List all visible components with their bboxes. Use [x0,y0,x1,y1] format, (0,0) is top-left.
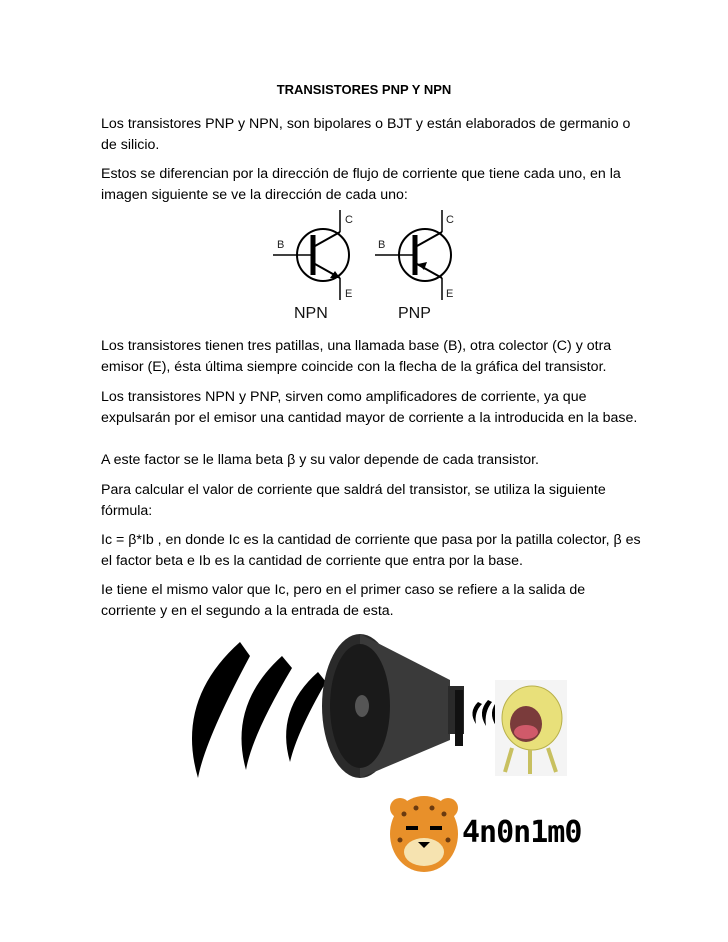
pnp-collector-label: C [446,214,454,226]
paragraph-formula: Ic = β*Ib , en donde Ic es la cantidad de corriente que pasa por la patilla colector, β es el factor beta e Ib es la cantidad de corriente que entra por la base. [101,532,641,569]
paragraph-beta: A este factor se le llama beta β y su valor depende de cada transistor. [101,452,539,468]
paragraph-difference: Estos se diferencian por la dirección de flujo de corriente que tiene cada uno, en la imagen siguiente se ve la dirección de cada uno: [101,166,621,203]
brand-text: 4n0n1m0 [462,815,582,850]
megaphone-icon [322,634,464,778]
cartoon-listener-icon [495,680,567,776]
pnp-emitter-label: E [446,288,454,300]
page-title: TRANSISTORES PNP Y NPN [276,82,452,97]
npn-collector-label: C [345,214,353,226]
paragraph-amplifiers: Los transistores NPN y PNP, sirven como amplificadores de corriente, ya que expulsarán por el emisor una cantidad mayor de corriente a la introducida en la base. [101,389,638,426]
sound-wave-icon [192,642,326,778]
paragraph-intro: Los transistores PNP y NPN, son bipolares o BJT y están elaborados de germanio o de silicio. [101,116,631,153]
npn-caption: NPN [294,305,328,322]
paragraph-pins: Los transistores tienen tres patillas, una llamada base (B), otra colector (C) y otra emisor (E), ésta última siempre coincide con la flecha de la gráfica del transistor. [101,338,612,375]
npn-base-label: B [277,239,285,251]
paragraph-ie: Ie tiene el mismo valor que Ic, pero en el primer caso se refiere a la salida de corriente y en el segundo a la entrada de esta. [101,582,586,619]
cheetah-logo-icon [390,796,458,872]
npn-emitter-label: E [345,288,353,300]
pnp-caption: PNP [398,305,431,322]
pnp-base-label: B [378,239,386,251]
paragraph-formula-intro: Para calcular el valor de corriente que saldrá del transistor, se utiliza la siguiente fórmula: [101,482,606,519]
